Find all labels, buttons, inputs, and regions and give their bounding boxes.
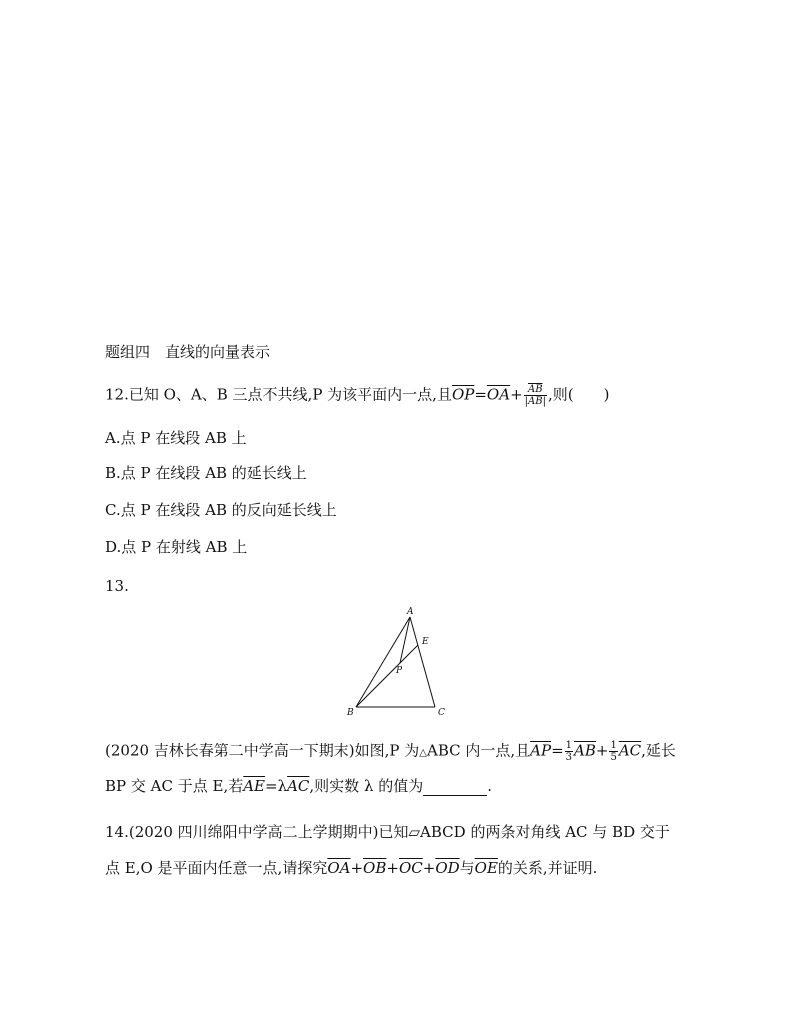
q14-line2-pre: 点 E,O 是平面内任意一点,请探究	[105, 859, 328, 877]
plus-sign: +	[510, 385, 523, 404]
period: .	[487, 777, 492, 795]
unit-vector-fraction	[524, 384, 547, 407]
option-d: D.点 P 在射线 AB 上	[105, 538, 248, 556]
section-title: 题组四 直线的向量表示	[105, 343, 271, 361]
vector-oe: $\overline{OE}$	[474, 859, 498, 877]
option-a: A.点 P 在线段 AB 上	[105, 429, 247, 447]
triangle-symbol: △	[419, 747, 427, 759]
q13-line1-pre: (2020 吉林长春第二中学高一下期末)如图,P 为	[105, 741, 420, 760]
fraction-denominator: 3	[565, 752, 573, 763]
q13-line1-post: ,延长	[641, 741, 676, 760]
fraction-one-fifth	[609, 740, 617, 763]
vector-oc: $\overline{OC}$	[398, 859, 423, 877]
equals-sign: =	[551, 741, 564, 760]
label-e: E	[422, 637, 429, 647]
triangle-figure	[340, 605, 455, 717]
label-b: B	[347, 708, 354, 717]
question-12-stem	[105, 384, 609, 407]
vector-op: $\overline{OP}$	[451, 385, 475, 404]
vector-oa: $\overline{OA}$	[327, 859, 351, 877]
q13-line2-pre: BP 交 AC 于点 E,若	[105, 777, 244, 795]
plus-sign: +	[595, 741, 609, 760]
vector-od: $\overline{OD}$	[435, 859, 460, 877]
label-p: P	[396, 666, 403, 676]
fraction-one-third	[565, 740, 573, 763]
label-c: C	[438, 708, 445, 717]
question-13-line1	[105, 740, 676, 764]
q13-number: 13.	[105, 577, 129, 595]
question-14-line1: 14.(2020 四川绵阳中学高二上学期期中)已知▱ABCD 的两条对角线 AC 与 BD 交于	[105, 823, 670, 841]
vector-ab: $\overline{AB}$	[574, 741, 596, 760]
vector-ac: $\overline{AC}$	[618, 741, 642, 760]
q12-stem-post: ,则(	[547, 385, 574, 404]
lambda-equals: =λ	[265, 777, 288, 795]
close-paren: )	[603, 385, 610, 404]
option-c: C.点 P 在线段 AB 的反向延长线上	[105, 501, 337, 519]
vector-ac: $\overline{AC}$	[287, 777, 310, 795]
q13-line2-post: ,则实数 λ 的值为	[309, 777, 424, 795]
vector-ae: $\overline{AE}$	[243, 777, 266, 795]
plus-sign: +	[422, 859, 436, 877]
fraction-numerator: 1	[565, 740, 573, 751]
fraction-numerator: $\overline{AB}$	[524, 384, 547, 396]
vector-oa: $\overline{OA}$	[486, 385, 511, 404]
fraction-denominator: 5	[610, 752, 617, 763]
question-13-line2	[105, 776, 492, 796]
answer-blank	[423, 781, 487, 796]
plus-sign: +	[350, 859, 364, 877]
vector-ap: $\overline{AP}$	[530, 741, 552, 760]
equals-sign: =	[474, 385, 487, 404]
question-14-line2	[105, 858, 597, 878]
q14-line2-post: 的关系,并证明.	[497, 859, 598, 877]
vector-ob: $\overline{OB}$	[363, 859, 387, 877]
option-b: B.点 P 在线段 AB 的延长线上	[105, 464, 307, 482]
q13-line1-mid: ABC 内一点,且	[426, 741, 531, 760]
label-a: A	[407, 607, 414, 617]
fraction-numerator: 1	[610, 740, 617, 751]
plus-sign: +	[386, 859, 399, 877]
q12-stem-pre: 已知 O、A、B 三点不共线,P 为该平面内一点,且	[128, 385, 452, 404]
q12-number: 12.	[105, 385, 129, 404]
conjunction-yu: 与	[459, 859, 475, 877]
fraction-denominator: |AB|	[524, 396, 546, 407]
